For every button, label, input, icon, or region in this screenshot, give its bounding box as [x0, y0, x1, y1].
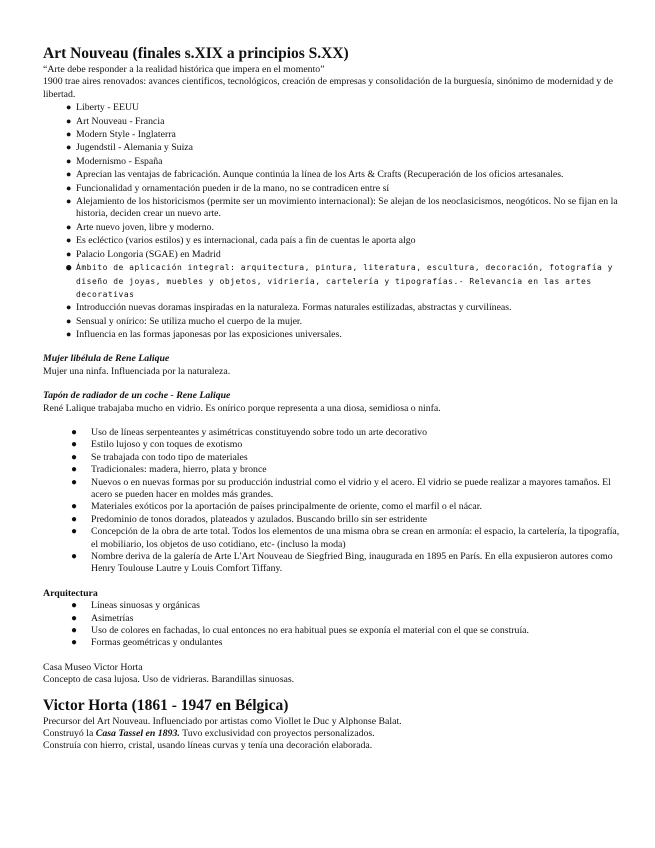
list-item: ● Predominio de tonos dorados, plateados y azulados. Buscando brillo sin ser estridente — [71, 513, 428, 525]
casa-tassel-highlight: Casa Tassel en 1893. — [95, 728, 180, 740]
list-item: ● Modernismo - España — [66, 155, 163, 167]
casa-museo-text: Concepto de casa lujosa. Uso de vidrieras. Barandillas sinuosas. — [43, 674, 295, 686]
horta-text-3: Construía con hierro, cristal, usando líneas curvas y tenía una decoración elaborada. — [43, 740, 373, 752]
horta-text-2: Construyó la Casa Tassel en 1893. Tuvo exclusividad con proyectos personalizados. — [43, 728, 375, 740]
list-item: ● Introducción nuevas doramas inspiradas en la naturaleza. Formas naturales estilizadas, abstractas y curvilíneas. — [66, 302, 512, 314]
list-item: ● Palacio Longoria (SGAE) en Madrid — [66, 248, 221, 260]
list-item: ● Asimetrías — [71, 612, 134, 624]
bullet-icon: ● — [66, 315, 72, 326]
style-features-list — [43, 427, 623, 576]
list-item: ● Uso de líneas serpenteantes y asimétricas constituyendo sobre todo un arte decorativo — [71, 426, 427, 438]
bullet-icon: ● — [66, 248, 72, 259]
list-item: ● Liberty - EEUU — [66, 102, 140, 114]
arquitectura-list — [43, 600, 623, 650]
list-item: ● Modern Style - Inglaterra — [66, 129, 176, 141]
list-item: ● Influencia en las formas japonesas por las exposiciones universales. — [66, 328, 342, 340]
bullet-icon: ● — [66, 155, 72, 166]
list-item: ● Ámbito de aplicación integral: arquitectura, pintura, literatura, escultura, decoración, fotografía y diseño de joyas, muebles y objetos, vidriería, cartelería y tipografías.- Relevancia en las artes decorativas — [66, 263, 613, 300]
page-title: Art Nouveau (finales s.XIX a principios S.XX) — [43, 45, 349, 62]
list-item: ● Arte nuevo joven, libre y moderno. — [66, 221, 214, 233]
list-item: ● Art Nouveau - Francia — [66, 115, 165, 127]
bullet-icon: ● — [66, 169, 72, 180]
bullet-icon: ● — [66, 302, 72, 313]
bullet-icon: ● — [66, 221, 72, 232]
casa-museo-title: Casa Museo Victor Horta — [43, 661, 143, 673]
tapon-heading: Tapón de radiador de un coche - Rene Lalique — [43, 390, 231, 402]
bullet-icon: ● — [71, 551, 78, 562]
bullet-icon: ● — [66, 115, 72, 126]
list-item: ● Estilo lujoso y con toques de exotismo — [71, 439, 243, 451]
bullet-icon: ● — [66, 263, 72, 274]
horta-text-1: Precursor del Art Nouveau. Influenciado por artistas como Viollet le Duc y Alphonse Balat. — [43, 715, 402, 727]
bullet-icon: ● — [66, 196, 72, 207]
spacer — [43, 650, 623, 662]
section-title-victor-horta: Victor Horta (1861 - 1947 en Bélgica) — [43, 696, 289, 714]
list-item: ● Se trabajada con todo tipo de materiales — [71, 451, 248, 463]
document-page — [43, 44, 623, 753]
bullet-icon: ● — [66, 142, 72, 153]
list-item: ● Es ecléctico (varios estilos) y es internacional, cada país a fin de cuentas le aporta algo — [66, 235, 416, 247]
bullet-icon: ● — [66, 102, 72, 113]
bullet-icon: ● — [71, 513, 78, 525]
bullet-icon: ● — [71, 476, 78, 488]
characteristics-list — [43, 101, 623, 341]
list-item: ● Alejamiento de los historicismos (permite ser un movimiento internacional): Se alejan de los neoclasicismos, neogóticos. No se fijan en la historia, deciden crear un nuevo arte. — [66, 196, 618, 220]
bullet-icon: ● — [71, 426, 78, 438]
bullet-icon: ● — [71, 526, 78, 538]
list-item: ● Materiales exóticos por la aportación de países principalmente de oriente, como el marfil o el nácar. — [71, 501, 482, 513]
tapon-text: René Lalique trabajaba mucho en vidrio. Es onírico porque representa a una diosa, semidiosa o ninfa. — [43, 402, 441, 414]
bullet-icon: ● — [71, 625, 78, 637]
bullet-icon: ● — [66, 235, 72, 246]
spacer — [43, 415, 623, 427]
bullet-icon: ● — [66, 129, 72, 140]
bullet-icon: ● — [71, 600, 78, 612]
bullet-icon: ● — [66, 182, 72, 193]
list-item: ● Uso de colores en fachadas, lo cual entonces no era habitual pues se exponía el material con el que se construía. — [71, 625, 529, 637]
quote-text: “Arte debe responder a la realidad histórica que impera en el momento” — [43, 64, 325, 75]
list-item: ● Aprecian las ventajas de fabricación. Aunque continúa la línea de los Arts & Crafts (Recuperación de los oficios artesanales. — [66, 169, 564, 181]
list-item: ● Tradicionales: madera, hierro, plata y bronce — [71, 464, 267, 476]
bullet-icon: ● — [71, 464, 78, 476]
bullet-icon: ● — [71, 501, 78, 513]
bullet-icon: ● — [66, 328, 72, 339]
mujer-libelula-heading: Mujer libélula de Rene Lalique — [43, 353, 170, 365]
list-item: ● Sensual y onírico: Se utiliza mucho el cuerpo de la mujer. — [66, 315, 303, 327]
arquitectura-heading: Arquitectura — [43, 587, 98, 599]
list-item: ● Concepción de la obra de arte total. Todos los elementos de una misma obra se crean en armonía: el espacio, la cartelería, la tipografía, el mobiliario, los objetos de uso cotidiano, etc- (incluso la moda) — [71, 526, 620, 550]
list-item: ● Nombre deriva de la galería de Arte L'Art Nouveau de Siegfried Bing, inaugurada en 1895 en París. En ella expusieron autores como Henry Toulouse Lautre y Louis Comfort Tiffany. — [71, 551, 613, 575]
list-item: ● Líneas sinuosas y orgánicas — [71, 600, 200, 612]
mujer-libelula-text: Mujer una ninfa. Influenciada por la naturaleza. — [43, 365, 231, 377]
list-item: ● Formas geométricas y ondulantes — [71, 637, 223, 649]
list-item: ● Funcionalidad y ornamentación pueden ir de la mano, no se contradicen entre sí — [66, 182, 390, 194]
bullet-icon: ● — [71, 439, 78, 451]
bullet-icon: ● — [71, 451, 78, 463]
list-item: ● Nuevos o en nuevas formas por su producción industrial como el vidrio y el acero. El vidrio se puede realizar a mayores tamaños. El acero se pueden hacer en moldes más grandes. — [71, 476, 611, 500]
bullet-icon: ● — [71, 612, 78, 624]
list-item: ● Jugendstil - Alemania y Suiza — [66, 142, 193, 154]
bullet-icon: ● — [71, 637, 78, 649]
intro-text: 1900 trae aires renovados: avances científicos, tecnológicos, creación de empresas y consolidación de la burguesía, sinónimo de modernidad y de libertad. — [43, 76, 614, 100]
